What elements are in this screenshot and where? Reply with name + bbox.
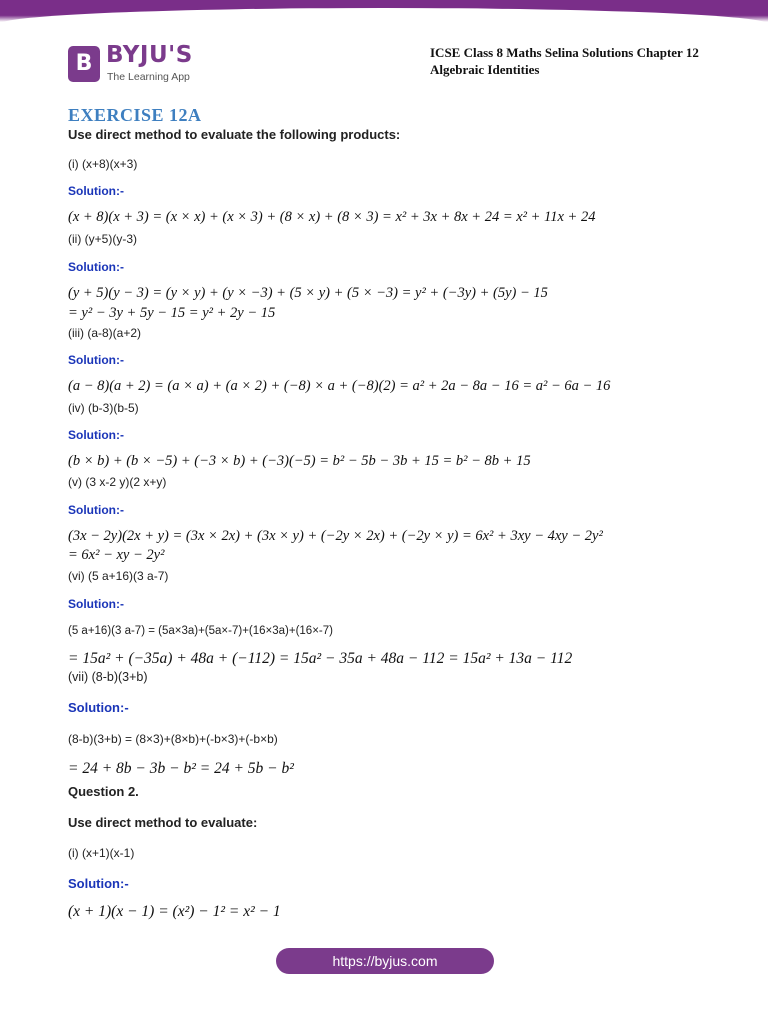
solution-label: Solution:-: [68, 700, 129, 715]
question-part: (v) (3 x-2 y)(2 x+y): [68, 475, 167, 489]
instruction-text: Use direct method to evaluate:: [68, 815, 258, 830]
question-part: (iii) (a-8)(a+2): [68, 326, 142, 340]
math-line: (a − 8)(a + 2) = (a × a) + (a × 2) + (−8) × a + (−8)(2) = a² + 2a − 8a − 16 = a² − 6a − 16: [68, 378, 611, 394]
math-line: (x + 8)(x + 3) = (x × x) + (x × 3) + (8 × x) + (8 × 3) = x² + 3x + 8x + 24 = x² + 11x + 24: [68, 209, 596, 225]
question-part: (i) (x+8)(x+3): [68, 157, 138, 171]
question-part: (i) (x+1)(x-1): [68, 846, 135, 860]
solution-label: Solution:-: [68, 184, 124, 198]
math-line: (b × b) + (b × −5) + (−3 × b) + (−3)(−5) = b² − 5b − 3b + 15 = b² − 8b + 15: [68, 453, 531, 469]
working-line: (5 a+16)(3 a-7) = (5a×3a)+(5a×-7)+(16×3a)+(16×-7): [68, 625, 333, 637]
solution-label: Solution:-: [68, 260, 124, 274]
math-line: (3x − 2y)(2x + y) = (3x × 2x) + (3x × y) + (−2y × 2x) + (−2y × y) = 6x² + 3xy − 4xy − 2y²: [68, 528, 603, 544]
title-line-2: Algebraic Identities: [430, 62, 540, 77]
solution-label: Solution:-: [68, 353, 124, 367]
math-line: (x + 1)(x − 1) = (x²) − 1² = x² − 1: [68, 903, 281, 920]
solution-label: Solution:-: [68, 876, 129, 891]
instruction-text: Use direct method to evaluate the following products:: [68, 127, 401, 142]
math-line: = 24 + 8b − 3b − b² = 24 + 5b − b²: [68, 760, 294, 777]
title-line-1: ICSE Class 8 Maths Selina Solutions Chapter 12: [430, 45, 699, 60]
question-part: (ii) (y+5)(y-3): [68, 232, 137, 246]
working-line: (8-b)(3+b) = (8×3)+(8×b)+(-b×3)+(-b×b): [68, 732, 278, 746]
logo-icon: B: [68, 46, 100, 82]
solution-label: Solution:-: [68, 428, 124, 442]
byjus-logo: [68, 44, 208, 88]
question-part: (vi) (5 a+16)(3 a-7): [68, 569, 169, 583]
logo-tagline: The Learning App: [107, 71, 190, 83]
math-line: = 6x² − xy − 2y²: [68, 547, 165, 563]
solution-label: Solution:-: [68, 597, 124, 611]
math-line: (y + 5)(y − 3) = (y × y) + (y × −3) + (5 × y) + (5 × −3) = y² + (−3y) + (5y) − 15: [68, 285, 548, 301]
question-heading: Question 2.: [68, 784, 139, 799]
math-line: = y² − 3y + 5y − 15 = y² + 2y − 15: [68, 305, 276, 321]
question-part: (iv) (b-3)(b-5): [68, 401, 139, 415]
math-line: = 15a² + (−35a) + 48a + (−112) = 15a² − 35a + 48a − 112 = 15a² + 13a − 112: [68, 650, 573, 667]
logo-wordmark: BYJU'S: [106, 42, 193, 68]
footer-url-link[interactable]: https://byjus.com: [276, 948, 494, 974]
document-title: [430, 44, 750, 78]
top-decorative-band: [0, 0, 768, 22]
exercise-heading: EXERCISE 12A: [68, 105, 202, 125]
question-part: (vii) (8-b)(3+b): [68, 670, 148, 684]
solution-label: Solution:-: [68, 503, 124, 517]
